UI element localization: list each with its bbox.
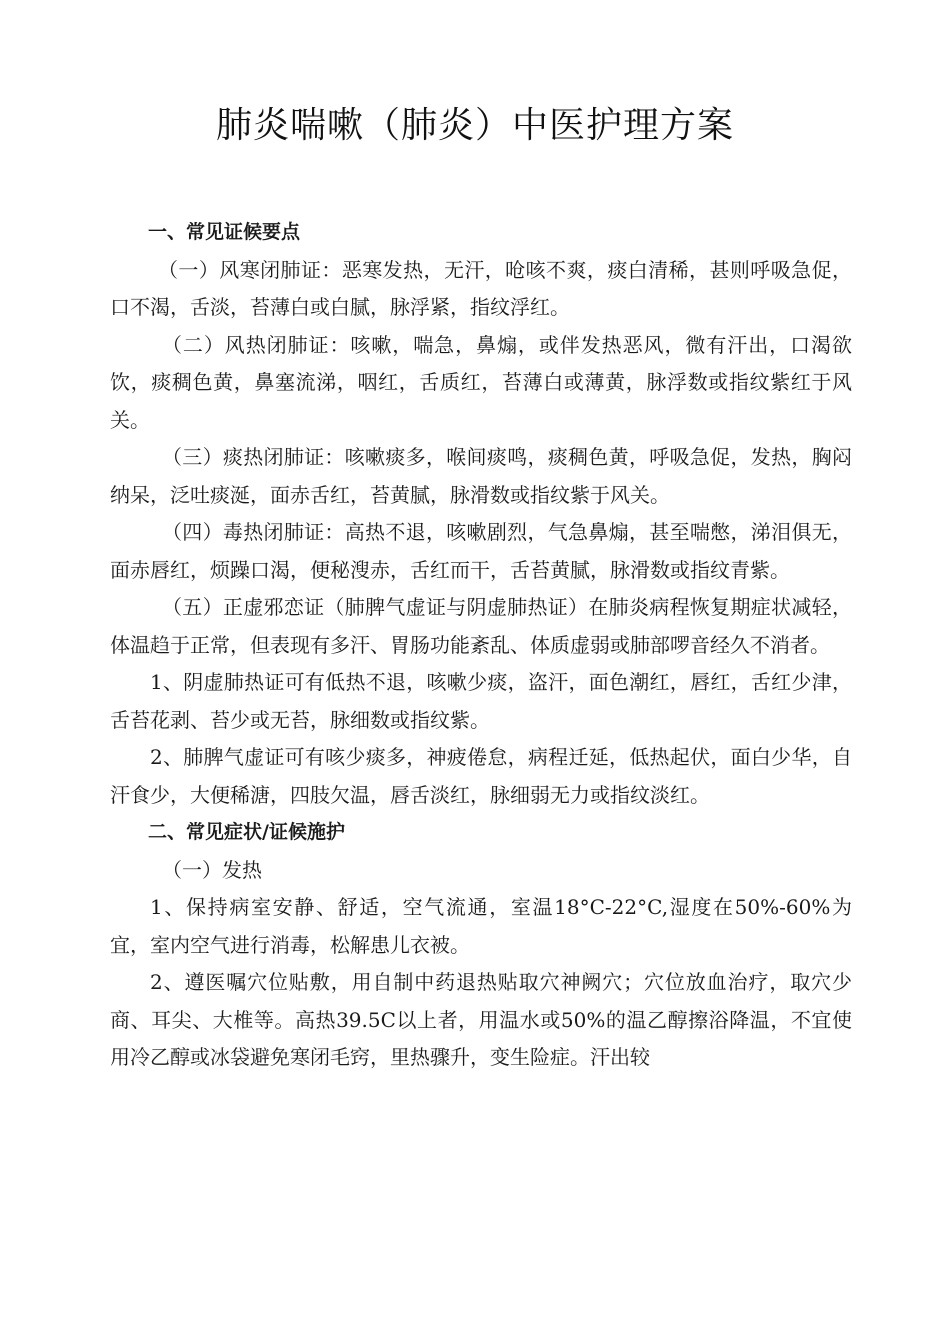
paragraph-yin-deficiency: 1、阴虚肺热证可有低热不退，咳嗽少痰，盗汗，面色潮红，唇红，舌红少津，舌苔花剥、苔少或无苔，脉细数或指纹紫。 xyxy=(110,670,852,732)
paragraph-phlegm-heat: （三）痰热闭肺证：咳嗽痰多，喉间痰鸣，痰稠色黄，呼吸急促，发热，胸闷纳呆，泛吐痰涎，面赤舌红，苔黄腻，脉滑数或指纹紫于风关。 xyxy=(110,445,852,507)
paragraph-fever-1: 1、保持病室安静、舒适，空气流通，室温18°C-22°C,湿度在50%-60%为宜，室内空气进行消毒，松解患儿衣被。 xyxy=(110,895,852,957)
document-body xyxy=(110,214,852,1077)
document-title: 肺炎喘嗽（肺炎）中医护理方案 xyxy=(215,105,734,146)
section-heading-2: 二、常见症状/证候施护 xyxy=(148,821,345,843)
section-heading-1: 一、常见证候要点 xyxy=(148,221,301,243)
subheading-fever: （一）发热 xyxy=(162,857,262,882)
paragraph-qi-deficiency: 2、肺脾气虚证可有咳少痰多，神疲倦怠，病程迁延，低热起伏，面白少华，自汗食少，大便稀溏，四肢欠温，唇舌淡红，脉细弱无力或指纹淡红。 xyxy=(110,745,852,807)
paragraph-toxic-heat: （四）毒热闭肺证：高热不退，咳嗽剧烈，气急鼻煽，甚至喘憋，涕泪俱无，面赤唇红，烦躁口渴，便秘溲赤，舌红而干，舌苔黄腻，脉滑数或指纹青紫。 xyxy=(110,520,852,582)
paragraph-fever-2: 2、遵医嘱穴位贴敷，用自制中药退热贴取穴神阙穴；穴位放血治疗，取穴少商、耳尖、大椎等。高热39.5C以上者，用温水或50%的温乙醇擦浴降温，不宜使用冷乙醇或冰袋避免寒闭毛窍，里热骤升，变生险症。汗出较 xyxy=(110,970,852,1069)
paragraph-wind-cold: （一）风寒闭肺证：恶寒发热，无汗，呛咳不爽，痰白清稀，甚则呼吸急促，口不渴，舌淡，苔薄白或白腻，脉浮紧，指纹浮红。 xyxy=(110,257,852,319)
paragraph-wind-heat: （二）风热闭肺证：咳嗽，喘急，鼻煽，或伴发热恶风，微有汗出，口渴欲饮，痰稠色黄，鼻塞流涕，咽红，舌质红，苔薄白或薄黄，脉浮数或指纹紫红于风关。 xyxy=(110,332,852,432)
paragraph-deficiency: （五）正虚邪恋证（肺脾气虚证与阴虚肺热证）在肺炎病程恢复期症状减轻，体温趋于正常，但表现有多汗、胃肠功能紊乱、体质虚弱或肺部啰音经久不消者。 xyxy=(110,595,852,657)
